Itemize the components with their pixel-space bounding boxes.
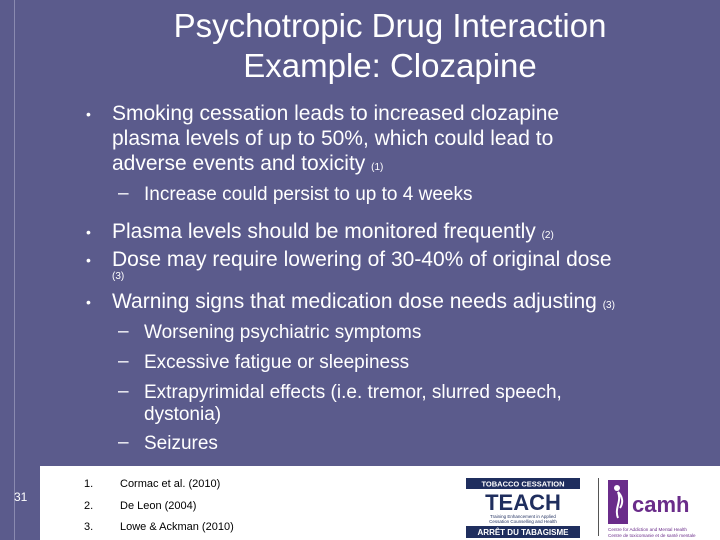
dash-marker: – xyxy=(118,321,129,342)
svg-text:camh: camh xyxy=(632,492,690,517)
svg-text:Training Enhancement in Applie: Training Enhancement in Applied xyxy=(490,514,556,519)
reference-number: 1. xyxy=(84,478,94,490)
sub-bullet: Extrapyrimidal effects (i.e. tremor, slurred speech, xyxy=(144,382,562,403)
svg-text:TOBACCO CESSATION: TOBACCO CESSATION xyxy=(481,479,565,489)
svg-text:Cessation Counselling and Heal: Cessation Counselling and Health xyxy=(489,519,557,524)
reference-number: 3. xyxy=(84,521,94,533)
left-strip xyxy=(0,0,40,540)
reference-item xyxy=(84,500,196,512)
sub-bullet: Excessive fatigue or sleepiness xyxy=(144,352,410,373)
slide-number: 31 xyxy=(14,490,28,504)
bullet-4-ref: (3) xyxy=(602,300,615,311)
bullet-marker: • xyxy=(86,294,91,310)
camh-logo xyxy=(606,478,716,538)
bullet-2-text: Plasma levels should be monitored frequently xyxy=(112,220,536,243)
dash-marker: – xyxy=(118,432,129,453)
title-line-2: Example: Clozapine xyxy=(243,47,537,84)
bullet-1-ref: (1) xyxy=(371,162,384,173)
svg-text:TEACH: TEACH xyxy=(485,490,561,515)
dash-marker: – xyxy=(118,351,129,372)
sub-bullet-continued: dystonia) xyxy=(144,404,222,425)
bullet-2 xyxy=(112,220,554,247)
reference-text: Lowe & Ackman (2010) xyxy=(120,521,234,533)
slide-title xyxy=(60,6,720,86)
bullet-1-line-1: Smoking cessation leads to increased clozapine xyxy=(112,102,560,125)
bullet-2-ref: (2) xyxy=(541,230,554,241)
bullet-1-line-3-text: adverse events and toxicity xyxy=(112,152,366,175)
svg-text:ARRÊT DU TABAGISME: ARRÊT DU TABAGISME xyxy=(477,528,569,537)
bullet-4 xyxy=(112,290,615,317)
sub-bullet: Seizures xyxy=(144,433,218,454)
reference-item xyxy=(84,521,234,533)
bullet-marker: • xyxy=(86,224,91,240)
dash-marker: – xyxy=(118,183,129,204)
reference-number: 2. xyxy=(84,500,94,512)
bullet-4-text: Warning signs that medication dose needs adjusting xyxy=(112,290,597,313)
dash-marker: – xyxy=(118,381,129,402)
sub-bullet: Increase could persist to up to 4 weeks xyxy=(144,184,473,205)
teach-logo xyxy=(466,478,580,538)
svg-text:Centre de toxicomanie et de sa: Centre de toxicomanie et de santé mentale xyxy=(608,533,696,538)
bullet-marker: • xyxy=(86,252,91,268)
reference-item xyxy=(84,478,220,490)
bullet-1-line-2: plasma levels of up to 50%, which could lead to xyxy=(112,127,554,150)
logo-divider xyxy=(598,478,599,536)
reference-text: De Leon (2004) xyxy=(120,500,197,512)
bullet-marker: • xyxy=(86,106,91,122)
reference-text: Cormac et al. (2010) xyxy=(120,478,221,490)
bullet-1-line-3 xyxy=(112,152,383,179)
title-line-1: Psychotropic Drug Interaction xyxy=(173,7,607,44)
bullet-3-ref: (3) xyxy=(112,271,125,282)
sub-bullet: Worsening psychiatric symptoms xyxy=(144,322,422,343)
left-edge-line xyxy=(14,0,15,540)
bullet-3-text: Dose may require lowering of 30-40% of original dose xyxy=(112,248,612,271)
svg-text:Centre for Addiction and Menta: Centre for Addiction and Mental Health xyxy=(608,527,687,532)
